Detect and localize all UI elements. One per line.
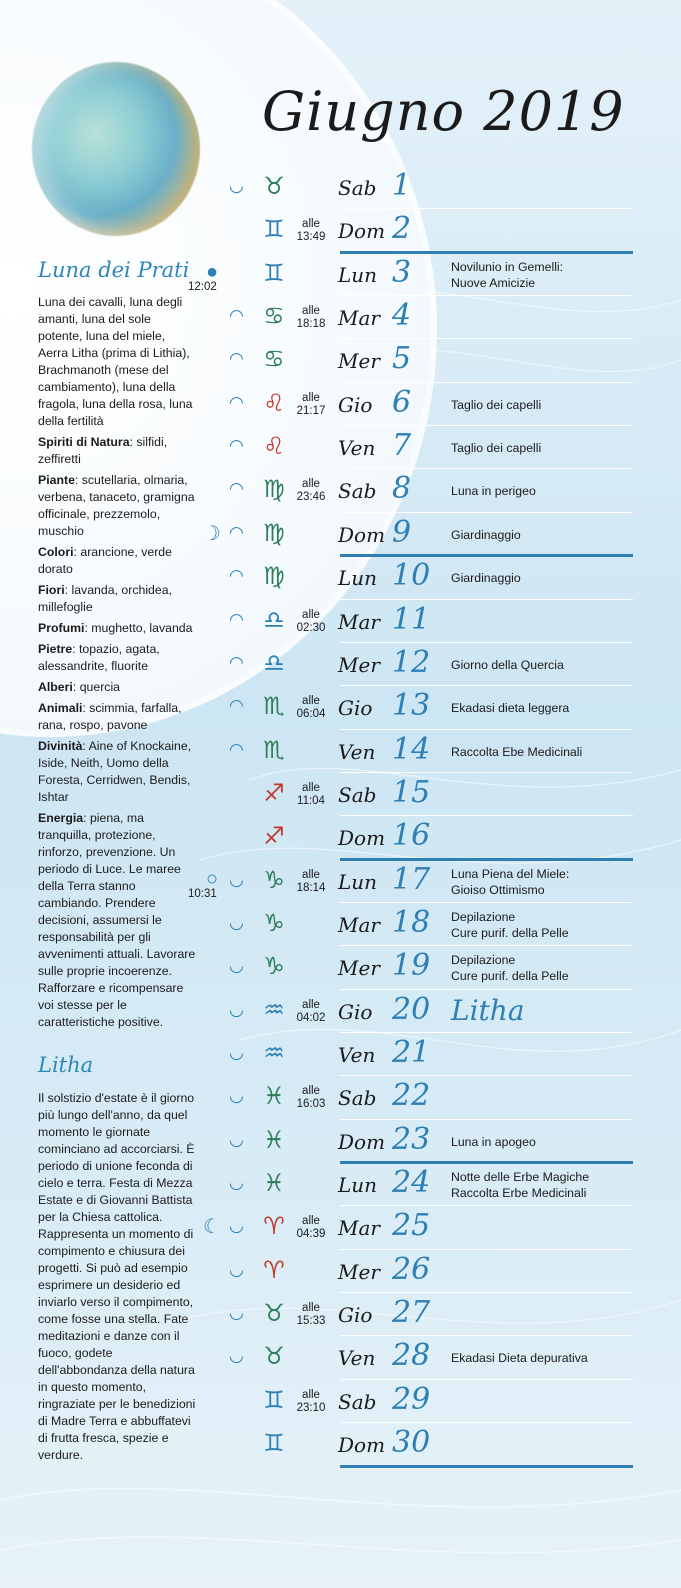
zodiac-icon: ♎ xyxy=(263,605,285,634)
moon-arc-icon: ◠ xyxy=(229,566,244,586)
day-row xyxy=(0,1380,681,1424)
day-row xyxy=(0,1423,681,1467)
day-note: Depilazione Cure purif. della Pelle xyxy=(451,953,569,984)
day-row xyxy=(0,513,681,557)
moon-arc-icon: ◡ xyxy=(229,1303,244,1323)
luna-info-label: Fiori xyxy=(38,583,65,597)
luna-info-label: Energia xyxy=(38,811,84,825)
day-row xyxy=(0,426,681,470)
moon-arc-icon: ◡ xyxy=(229,1043,244,1062)
zodiac-icon: ♒ xyxy=(263,1039,285,1067)
day-name: Dom xyxy=(338,826,386,851)
day-row xyxy=(0,339,681,383)
sign-change-time: alle 18:18 xyxy=(296,305,326,331)
moon-arc-icon: ◠ xyxy=(229,392,244,412)
day-note: Luna in apogeo xyxy=(451,1134,536,1149)
moon-arc-icon: ◠ xyxy=(229,609,244,629)
sign-change-time: alle 13:49 xyxy=(296,218,326,244)
day-name: Mer xyxy=(338,349,380,374)
sign-change-time: alle 06:04 xyxy=(296,695,326,721)
luna-info-text: : lavanda, orchidea, millefoglie xyxy=(38,583,172,614)
day-name: Mer xyxy=(338,956,380,981)
sign-change-time: alle 11:04 xyxy=(297,781,325,807)
day-number: 12 xyxy=(392,644,431,680)
moon-arc-icon: ◡ xyxy=(229,869,244,889)
day-number: 28 xyxy=(392,1338,431,1374)
luna-info-text: : mughetto, lavanda xyxy=(84,621,193,635)
luna-info-label: Animali xyxy=(38,701,83,715)
moon-phase-icon: ☾ xyxy=(203,1216,221,1239)
sign-change-time: alle 04:02 xyxy=(296,998,326,1024)
zodiac-icon: ♏ xyxy=(263,692,285,721)
day-name: Dom xyxy=(338,219,386,244)
day-name: Ven xyxy=(338,1346,376,1371)
day-number: 30 xyxy=(392,1425,431,1461)
day-row xyxy=(0,730,681,774)
day-row xyxy=(0,383,681,427)
day-note: Giorno della Quercia xyxy=(451,657,564,672)
luna-info-label: Pietre xyxy=(38,642,73,656)
day-number: 8 xyxy=(392,471,412,507)
moon-arc-icon: ◡ xyxy=(229,912,244,932)
day-row xyxy=(0,1033,681,1077)
zodiac-icon: ♉ xyxy=(263,1299,285,1328)
moon-arc-icon: ◡ xyxy=(229,1129,244,1149)
day-row xyxy=(0,860,681,904)
day-number: 23 xyxy=(392,1121,431,1157)
moon-arc-icon: ◡ xyxy=(229,999,244,1019)
day-number: 18 xyxy=(392,904,431,940)
luna-info-text: : Aine of Knockaine, Iside, Neith, Uomo della Foresta, Cerridwen, Bendis, Ishtar xyxy=(38,739,192,804)
day-number: 9 xyxy=(392,514,412,550)
day-name: Gio xyxy=(338,1303,373,1328)
litha-paragraph: Il solstizio d'estate è il giorno più lungo dell'anno, da quel momento le giornate cominciano ad accorciarsi. È periodo di unione feconda di cielo e terra. Festa di Mezza Estate e di Giovanni Battista per la Chiesa cattolica. Rappresenta un momento di compimento e chiusura dei progetti. Si può ad esempio esprimere un desiderio ed inviarlo verso il compimento, come fosse una stella. Fate meditazioni e danze con il fuoco, godete dell'abbondanza della natura in questo momento, ringraziate per le benedizioni di Madre Terra e abbuffatevi di frutta fresca, spezie e verdure. xyxy=(38,1091,196,1462)
day-number: 3 xyxy=(392,254,412,290)
day-name: Mar xyxy=(338,1216,380,1241)
day-number: 29 xyxy=(392,1381,431,1417)
sign-change-time: alle 15:33 xyxy=(296,1302,326,1328)
day-row xyxy=(0,816,681,860)
day-note: Novilunio in Gemelli: Nuove Amicizie xyxy=(451,259,564,290)
day-name: Mer xyxy=(338,652,380,677)
day-row xyxy=(0,166,681,210)
day-row xyxy=(0,209,681,253)
moon-arc-icon: ◡ xyxy=(229,956,244,976)
zodiac-icon: ♑ xyxy=(263,908,285,937)
day-number: 2 xyxy=(392,211,412,247)
day-row xyxy=(0,686,681,730)
day-number: 6 xyxy=(392,384,412,420)
day-number: 11 xyxy=(392,601,431,637)
zodiac-icon: ♍ xyxy=(263,475,285,504)
zodiac-icon: ♎ xyxy=(263,648,285,677)
zodiac-icon: ♓ xyxy=(263,1169,285,1198)
day-name: Gio xyxy=(338,999,373,1024)
zodiac-icon: ♐ xyxy=(263,822,285,851)
day-row xyxy=(0,600,681,644)
day-number: 10 xyxy=(392,558,431,594)
day-row xyxy=(0,946,681,990)
day-row xyxy=(0,556,681,600)
luna-info-label: Spiriti di Natura xyxy=(38,435,130,449)
luna-info-label: Piante xyxy=(38,473,75,487)
moon-arc-icon: ◠ xyxy=(229,522,244,542)
day-name: Dom xyxy=(338,1433,386,1458)
luna-info-label: Colori xyxy=(38,545,74,559)
day-name: Lun xyxy=(338,869,378,894)
moon-arc-icon: ◠ xyxy=(229,306,244,326)
zodiac-icon: ♑ xyxy=(263,865,285,894)
sign-change-time: alle 21:17 xyxy=(296,391,326,417)
moon-phase-time: 10:31 xyxy=(188,887,217,900)
luna-info-text: : scimmia, farfalla, rana, rospo, pavone xyxy=(38,701,182,732)
day-number: 21 xyxy=(392,1035,431,1070)
sign-change-time: alle 16:03 xyxy=(296,1085,326,1111)
day-name: Ven xyxy=(338,436,376,461)
zodiac-icon: ♑ xyxy=(263,952,285,981)
day-number: 19 xyxy=(392,948,431,984)
day-name: Ven xyxy=(338,1043,376,1067)
zodiac-icon: ♉ xyxy=(263,172,285,200)
day-row xyxy=(0,903,681,947)
zodiac-icon: ♉ xyxy=(263,1342,285,1371)
day-number: 14 xyxy=(392,731,431,767)
moon-phase-time: 12:02 xyxy=(188,280,217,293)
luna-info-label: Alberi xyxy=(38,680,73,694)
day-row xyxy=(0,1250,681,1294)
day-number: 4 xyxy=(392,298,412,334)
zodiac-icon: ♊ xyxy=(263,258,285,287)
day-number: 5 xyxy=(392,341,412,377)
day-number: 17 xyxy=(392,861,431,897)
zodiac-icon: ♍ xyxy=(263,518,285,547)
zodiac-icon: ♋ xyxy=(263,302,285,331)
zodiac-icon: ♍ xyxy=(263,562,285,591)
luna-info-text: : arancione, verde dorato xyxy=(38,545,172,576)
day-row xyxy=(0,773,681,817)
day-note: Luna in perigeo xyxy=(451,484,536,499)
day-note: Taglio dei capelli xyxy=(451,397,542,412)
day-name: Sab xyxy=(338,176,377,200)
moon-arc-icon: ◠ xyxy=(229,739,244,759)
luna-info-text: : topazio, agata, alessandrite, fluorite xyxy=(38,642,160,673)
day-row xyxy=(0,469,681,513)
moon-phase-icon: ○ xyxy=(205,867,219,890)
day-note: Ekadasi Dieta depurativa xyxy=(451,1351,588,1366)
zodiac-icon: ♊ xyxy=(263,1385,285,1414)
moon-phase-icon: ● xyxy=(205,260,219,283)
moon-arc-icon: ◡ xyxy=(229,1346,244,1366)
day-note: Litha xyxy=(451,993,525,1027)
sign-change-time: alle 23:10 xyxy=(296,1388,326,1414)
day-note: Ekadasi dieta leggera xyxy=(451,701,570,716)
sign-change-time: alle 04:39 xyxy=(296,1215,326,1241)
day-name: Dom xyxy=(338,522,386,547)
moon-arc-icon: ◡ xyxy=(229,1216,244,1236)
day-note: Notte delle Erbe Magiche Raccolta Erbe Medicinali xyxy=(451,1170,590,1201)
day-number: 25 xyxy=(392,1208,431,1244)
day-number: 13 xyxy=(392,688,431,724)
moon-arc-icon: ◡ xyxy=(229,176,244,195)
luna-info-text: : scutellaria, olmaria, verbena, tanaceto, gramigna officinale, prezzemolo, muschio xyxy=(38,473,195,538)
week-divider xyxy=(340,1465,633,1468)
day-number: 7 xyxy=(392,428,412,464)
zodiac-icon: ♐ xyxy=(263,778,285,807)
day-number: 27 xyxy=(392,1295,431,1331)
day-row xyxy=(0,1293,681,1337)
day-row xyxy=(0,1120,681,1164)
day-number: 22 xyxy=(392,1078,431,1114)
day-row xyxy=(0,1336,681,1380)
moon-arc-icon: ◡ xyxy=(229,1259,244,1279)
day-name: Sab xyxy=(338,1086,377,1111)
day-name: Lun xyxy=(338,566,378,591)
page-title: Giugno 2019 xyxy=(262,80,625,143)
moon-arc-icon: ◠ xyxy=(229,652,244,672)
zodiac-icon: ♊ xyxy=(263,1429,285,1458)
day-name: Sab xyxy=(338,479,377,504)
zodiac-icon: ♓ xyxy=(263,1125,285,1154)
day-name: Mar xyxy=(338,912,380,937)
day-name: Ven xyxy=(338,739,376,764)
day-name: Mer xyxy=(338,1259,380,1284)
day-number: 26 xyxy=(392,1251,431,1287)
day-note: Depilazione Cure purif. della Pelle xyxy=(451,909,569,940)
heading-litha: Litha xyxy=(38,1053,94,1077)
sign-change-time: alle 02:30 xyxy=(296,608,326,634)
day-note: Raccolta Ebe Medicinali xyxy=(451,744,583,759)
moon-arc-icon: ◡ xyxy=(229,1173,244,1193)
day-name: Mar xyxy=(338,306,380,331)
luna-info-text: : piena, ma tranquilla, protezione, rinforzo, prevenzione. Un periodo di Luce. Le maree della Terra stanno cambiando. Prendere decisioni, assumersi le responsabilità per gli avvenimenti attuali. Lavorare sulle proprie incoerenze. Rafforzare e ricompensare voi stesse per le caratteristiche positive. xyxy=(38,811,196,1029)
day-name: Mar xyxy=(338,609,380,634)
day-row xyxy=(0,643,681,687)
luna-info-text: : quercia xyxy=(72,680,121,694)
zodiac-icon: ♏ xyxy=(263,735,285,764)
sign-change-time: alle 23:46 xyxy=(296,478,326,504)
moon-arc-icon: ◠ xyxy=(229,696,244,716)
day-note: Giardinaggio xyxy=(451,571,521,586)
day-number: 15 xyxy=(392,774,431,810)
day-row xyxy=(0,1163,681,1207)
heading-luna-dei-prati: Luna dei Prati xyxy=(38,258,190,282)
zodiac-icon: ♈ xyxy=(263,1212,285,1241)
moon-arc-icon: ◡ xyxy=(229,1086,244,1106)
moon-arc-icon: ◠ xyxy=(229,479,244,499)
day-row xyxy=(0,990,681,1034)
day-name: Sab xyxy=(338,782,377,807)
day-row xyxy=(0,1206,681,1250)
day-number: 1 xyxy=(392,168,412,203)
day-row xyxy=(0,253,681,297)
zodiac-icon: ♌ xyxy=(263,432,285,461)
luna-info-label: Divinità xyxy=(38,739,83,753)
day-number: 16 xyxy=(392,818,431,854)
zodiac-icon: ♓ xyxy=(263,1082,285,1111)
zodiac-icon: ♌ xyxy=(263,388,285,417)
day-number: 24 xyxy=(392,1165,431,1201)
day-name: Gio xyxy=(338,696,373,721)
luna-info-text: : silfidi, zeffiretti xyxy=(38,435,168,466)
zodiac-icon: ♒ xyxy=(263,995,285,1024)
zodiac-icon: ♈ xyxy=(263,1255,285,1284)
day-name: Dom xyxy=(338,1129,386,1154)
day-name: Gio xyxy=(338,392,373,417)
day-row xyxy=(0,1076,681,1120)
moon-arc-icon: ◠ xyxy=(229,349,244,369)
day-row xyxy=(0,296,681,340)
day-note: Taglio dei capelli xyxy=(451,441,542,456)
zodiac-icon: ♋ xyxy=(263,345,285,374)
day-name: Lun xyxy=(338,1173,378,1198)
day-name: Lun xyxy=(338,262,378,287)
sign-change-time: alle 18:14 xyxy=(296,868,326,894)
zodiac-icon: ♊ xyxy=(263,215,285,244)
moon-phase-icon: ☽ xyxy=(203,522,221,545)
moon-arc-icon: ◠ xyxy=(229,436,244,456)
luna-info-label: Profumi xyxy=(38,621,85,635)
day-name: Sab xyxy=(338,1389,377,1414)
day-note: Giardinaggio xyxy=(451,527,521,542)
day-note: Luna Piena del Miele: Gioiso Ottimismo xyxy=(451,866,570,897)
day-number: 20 xyxy=(392,991,431,1027)
luna-intro: Luna dei cavalli, luna degli amanti, luna del sole potente, luna del miele, Aerra Litha (prima di Lithia), Brachmanoth (mese del cambiamento), luna della fragola, luna della rosa, luna della fertilità xyxy=(38,295,193,428)
